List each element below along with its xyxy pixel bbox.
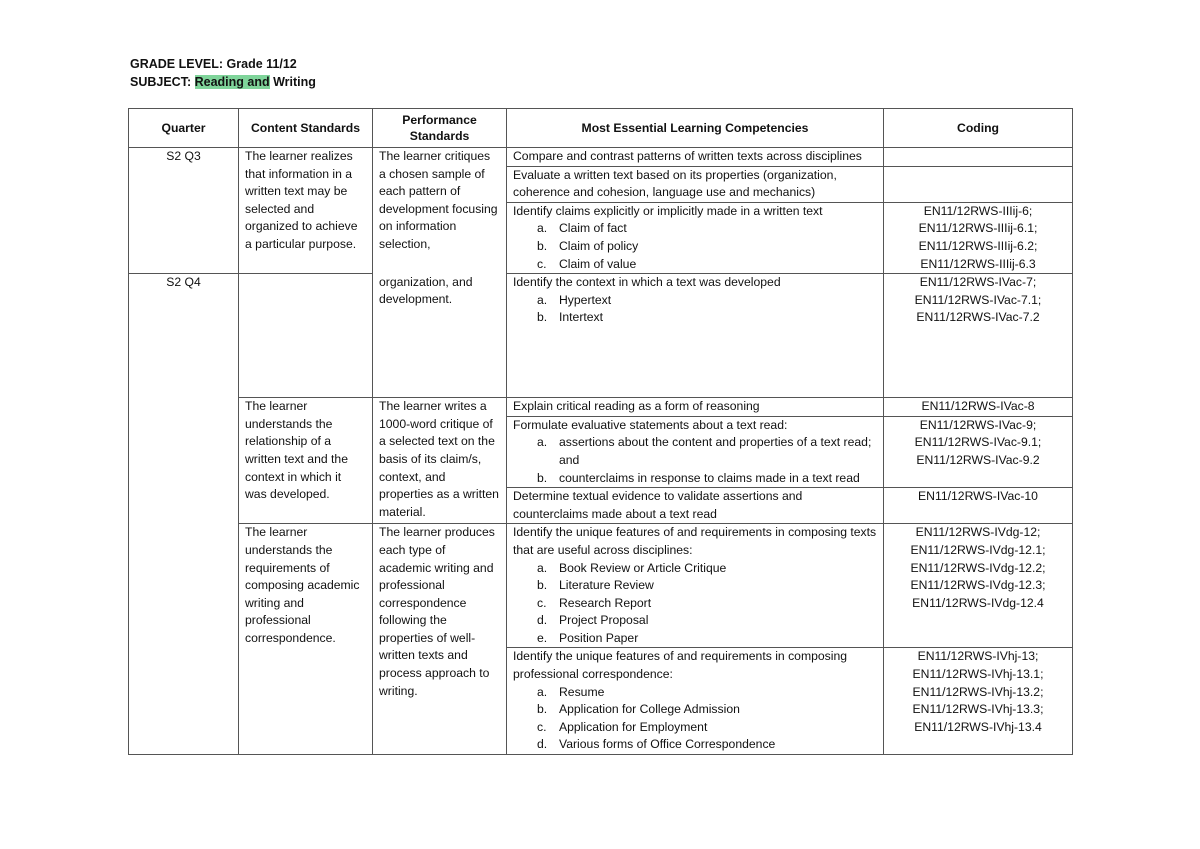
list-item: a. Claim of fact: [537, 221, 627, 236]
code-line: EN11/12RWS-IVac-7.2: [916, 310, 1040, 325]
content-standard-cell: The learner understands the relationship of a written text and the context in which it was developed.: [239, 398, 373, 524]
code-line: EN11/12RWS-IVhj-13.1;: [912, 667, 1044, 682]
competency-cell: Compare and contrast patterns of written texts across disciplines: [507, 148, 884, 167]
coding-cell: [884, 648, 1073, 755]
competency-cell: Explain critical reading as a form of reasoning: [507, 398, 884, 417]
performance-standard-cell: The learner produces each type of academic writing and professional correspondence following the properties of well-written texts and process approach to writing.: [373, 524, 507, 755]
table-row: [129, 274, 1073, 398]
quarter-cell: S2 Q4: [129, 274, 239, 755]
code-line: EN11/12RWS-IVhj-13.4: [914, 719, 1042, 734]
code-line: EN11/12RWS-IIIij-6;: [923, 203, 1033, 218]
competency-text: Formulate evaluative statements about a text read:: [513, 417, 788, 432]
list-item: d. Various forms of Office Correspondence: [537, 737, 776, 752]
code-line: EN11/12RWS-IVac-9.2: [916, 452, 1040, 467]
list-item: a. Resume: [537, 684, 605, 699]
grade-level-line: [130, 57, 297, 71]
competency-sublist: [513, 292, 877, 327]
code-line: EN11/12RWS-IIIij-6.2;: [918, 238, 1038, 253]
grade-label: GRADE LEVEL:: [130, 57, 224, 71]
code-line: EN11/12RWS-IVhj-13.3;: [912, 702, 1044, 717]
code-line: EN11/12RWS-IVac-9;: [919, 417, 1037, 432]
grade-value: Grade 11/12: [226, 57, 297, 71]
table-row: [129, 524, 1073, 648]
table-row: [129, 398, 1073, 417]
list-item: b. Literature Review: [537, 578, 654, 593]
coding-cell: [884, 524, 1073, 648]
competency-cell: [507, 524, 884, 648]
curriculum-table: [128, 108, 1073, 755]
col-coding: Coding: [884, 109, 1073, 148]
performance-standard-cell: organization, and development.: [373, 274, 507, 398]
coding-cell: [884, 148, 1073, 167]
subject-label: SUBJECT:: [130, 75, 192, 89]
performance-standard-cell: The learner writes a 1000-word critique of a selected text on the basis of its claim/s, context, and properties as a written material.: [373, 398, 507, 524]
list-item: c. Claim of value: [537, 256, 637, 271]
col-performance-standards: Performance Standards: [373, 109, 507, 148]
competency-cell: [507, 416, 884, 487]
competency-cell: Determine textual evidence to validate assertions and counterclaims made about a text read: [507, 488, 884, 524]
code-line: EN11/12RWS-IVdg-12.2;: [910, 560, 1046, 575]
competency-sublist: [513, 684, 877, 754]
competency-text: Identify the unique features of and requirements in composing texts that are useful across disciplines:: [513, 525, 877, 557]
competency-sublist: [513, 220, 877, 273]
code-line: EN11/12RWS-IVdg-12;: [915, 525, 1041, 540]
code-line: EN11/12RWS-IVhj-13;: [917, 649, 1039, 664]
list-item: d. Project Proposal: [537, 613, 649, 628]
competency-text: Identify claims explicitly or implicitly made in a written text: [513, 203, 823, 218]
competency-cell: [507, 202, 884, 273]
list-item: c. Application for Employment: [537, 719, 708, 734]
list-item: b. Application for College Admission: [537, 702, 740, 717]
competency-text: Identify the context in which a text was developed: [513, 275, 781, 290]
list-item: b. Claim of policy: [537, 238, 639, 253]
list-item: a. Hypertext: [537, 292, 612, 307]
code-line: EN11/12RWS-IIIij-6.3: [920, 256, 1036, 271]
list-item: b. counterclaims in response to claims made in a text read: [537, 470, 860, 485]
code-line: EN11/12RWS-IIIij-6.1;: [918, 221, 1038, 236]
col-content-standards: Content Standards: [239, 109, 373, 148]
list-item: a. Book Review or Article Critique: [537, 560, 727, 575]
col-melc: Most Essential Learning Competencies: [507, 109, 884, 148]
col-quarter: Quarter: [129, 109, 239, 148]
subject-highlight: Reading and: [194, 75, 270, 89]
list-item: c. Research Report: [537, 595, 652, 610]
subject-rest: Writing: [273, 75, 316, 89]
subject-line: [130, 75, 316, 89]
code-line: EN11/12RWS-IVdg-12.4: [912, 595, 1044, 610]
table-row: [129, 148, 1073, 167]
list-item: e. Position Paper: [537, 630, 639, 645]
coding-cell: [884, 274, 1073, 398]
code-line: EN11/12RWS-IVhj-13.2;: [912, 684, 1044, 699]
coding-cell: [884, 416, 1073, 487]
competency-sublist: [513, 560, 877, 648]
competency-sublist: [513, 434, 877, 487]
quarter-cell: S2 Q3: [129, 148, 239, 274]
code-line: EN11/12RWS-IVac-7;: [919, 275, 1037, 290]
table-header-row: [129, 109, 1073, 148]
content-standard-cell: The learner understands the requirements of composing academic writing and professional correspondence.: [239, 524, 373, 755]
code-line: EN11/12RWS-IVac-9.1;: [914, 435, 1042, 450]
competency-text: Identify the unique features of and requirements in composing professional correspondence:: [513, 649, 848, 682]
list-item: b. Intertext: [537, 310, 604, 325]
content-standard-cell: [239, 274, 373, 398]
performance-standard-cell: The learner critiques a chosen sample of each pattern of development focusing on information selection,: [373, 148, 507, 274]
coding-cell: EN11/12RWS-IVac-8: [884, 398, 1073, 417]
coding-cell: [884, 202, 1073, 273]
competency-cell: Evaluate a written text based on its properties (organization, coherence and cohesion, language use and mechanics): [507, 166, 884, 202]
list-item: a. assertions about the content and properties of a text read; and: [537, 435, 872, 467]
competency-cell: [507, 274, 884, 398]
competency-cell: [507, 648, 884, 755]
coding-cell: [884, 166, 1073, 202]
code-line: EN11/12RWS-IVac-7.1;: [914, 292, 1042, 307]
code-line: EN11/12RWS-IVdg-12.1;: [910, 542, 1046, 557]
coding-cell: EN11/12RWS-IVac-10: [884, 488, 1073, 524]
content-standard-cell: The learner realizes that information in a written text may be selected and organized to achieve a particular purpose.: [239, 148, 373, 274]
code-line: EN11/12RWS-IVdg-12.3;: [910, 578, 1046, 593]
